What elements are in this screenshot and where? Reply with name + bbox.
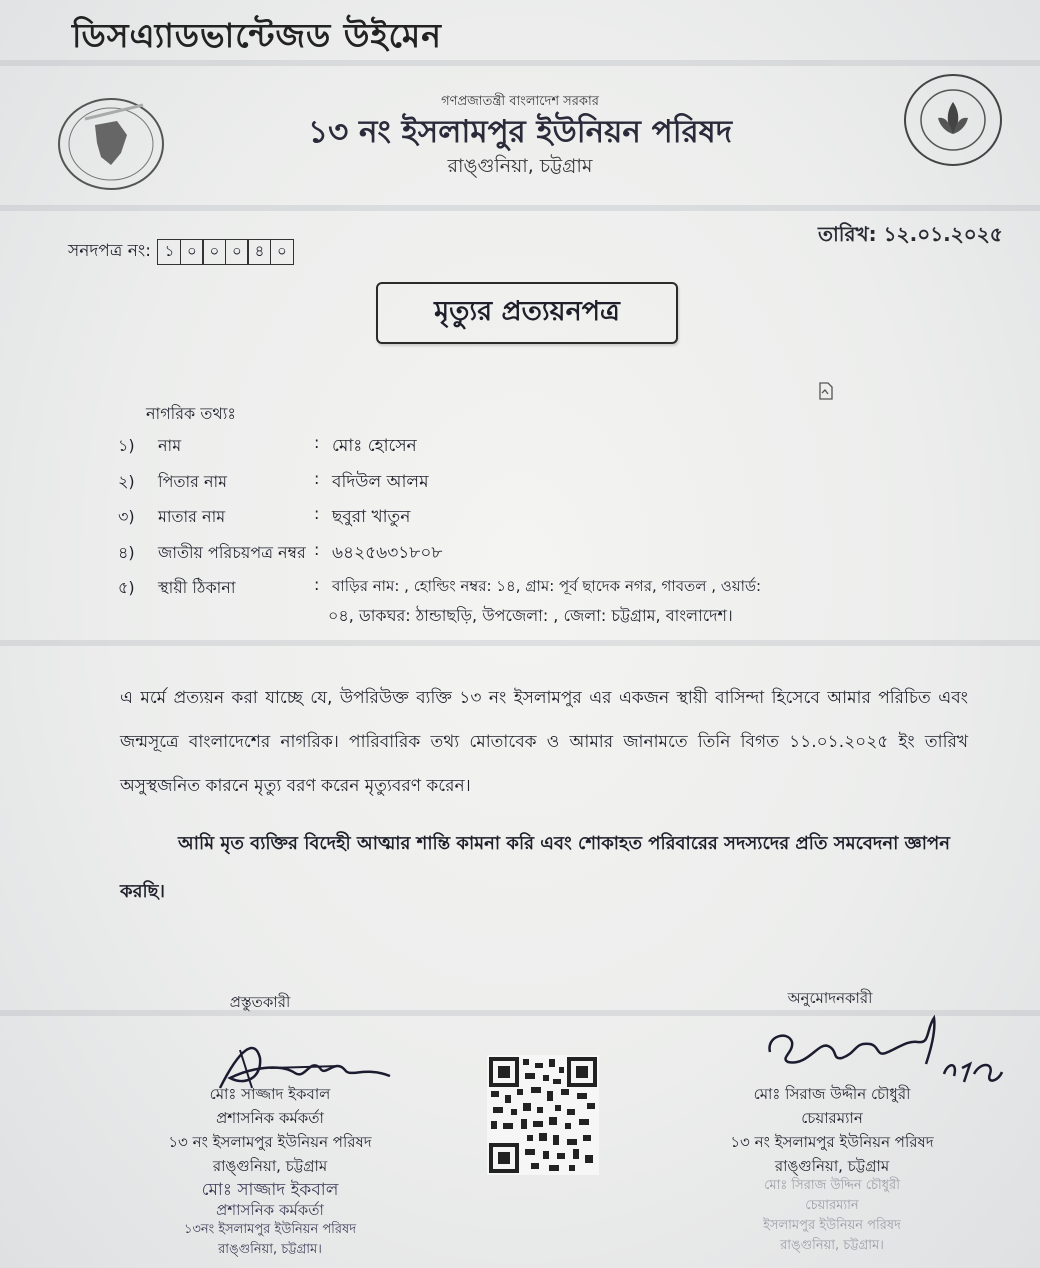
- approver-seal: [712, 1176, 952, 1256]
- council-location: রাঙ্গুনিয়া, চট্টগ্রাম: [447, 155, 593, 177]
- field-label: স্থায়ী ঠিকানা: [158, 578, 236, 597]
- certificate-digit: ১: [157, 239, 181, 265]
- government-name: গণপ্রজাতন্ত্রী বাংলাদেশ সরকার: [441, 94, 599, 109]
- preparer-seal-location: রাঙ্গুনিয়া, চট্টগ্রাম।: [218, 1242, 322, 1257]
- field-label: নাম: [158, 436, 182, 455]
- field-permanent-address: ৫) স্থায়ী ঠিকানা : বাড়ির নাম: , হোল্ডিং নম্বর: ১৪, গ্রাম: পূর্ব ছাদেক নগর, গাবতল , ওয়ার্ড:: [118, 575, 308, 602]
- approver-heading: অনুমোদনকারী: [787, 989, 873, 1007]
- certificate-digit: ০: [202, 239, 226, 265]
- preparer-name: মোঃ সাজ্জাদ ইকবাল: [209, 1085, 331, 1103]
- approver-organization: ১৩ নং ইসলামপুর ইউনিয়ন পরিষদ: [730, 1133, 934, 1151]
- certificate-digit: ০: [270, 239, 294, 265]
- document-icon: [818, 382, 834, 400]
- preparer-designation: প্রশাসনিক কর্মকর্তা: [216, 1109, 324, 1127]
- field-number: ৪): [118, 543, 135, 562]
- preparer-organization: ১৩ নং ইসলামপুর ইউনিয়ন পরিষদ: [168, 1133, 372, 1151]
- field-label: মাতার নাম: [158, 507, 226, 526]
- council-name: ১৩ নং ইসলামপুর ইউনিয়ন পরিষদ: [307, 114, 733, 150]
- preparer-seal: [150, 1180, 390, 1260]
- field-label: পিতার নাম: [158, 472, 228, 491]
- field-value: ৬৪২৫৬৩১৮০৮: [332, 543, 443, 563]
- approver-seal-name: মোঃ সিরাজ উদ্দিন চৌধুরী: [764, 1178, 900, 1193]
- approver-signature-icon: [758, 1012, 1008, 1092]
- field-value: মোঃ হোসেন: [332, 436, 417, 456]
- approver-location: রাঙ্গুনিয়া, চট্টগ্রাম: [774, 1157, 890, 1175]
- preparer-location: রাঙ্গুনিয়া, চট্টগ্রাম: [212, 1157, 328, 1175]
- field-number: ১): [118, 436, 135, 455]
- certificate-number: [68, 238, 294, 266]
- body-paragraph: এ মর্মে প্রত্যয়ন করা যাচ্ছে যে, উপরিউক্ত ব্যক্তি ১৩ নং ইসলামপুর এর একজন স্থায়ী বাসিন্দা হিসেবে আমার পরিচিত এবং জন্মসূত্রে বাংলাদেশের নাগরিক। পারিবারিক তথ্য মোতাবেক ও আমার জানামতে তিনি বিগত ১১.০১.২০২৫ ইং তারিখ অসুস্থজনিত কারনে মৃত্যু বরণ করেন মৃত্যুবরণ করেন।: [120, 688, 968, 796]
- field-value: বদিউল আলম: [332, 472, 429, 492]
- approver-designation: চেয়ারম্যান: [801, 1109, 863, 1127]
- approver-name: মোঃ সিরাজ উদ্দীন চৌধুরী: [753, 1085, 911, 1103]
- preparer-seal-organization: ১৩নং ইসলামপুর ইউনিয়ন পরিষদ: [183, 1222, 357, 1237]
- field-name: ১) নাম : মোঃ হোসেন: [118, 433, 308, 460]
- condolence-paragraph: আমি মৃত ব্যক্তির বিদেহী আত্মার শান্তি কামনা করি এবং শোকাহত পরিবারের সদস্যদের প্রতি সমবেদনা জ্ঞাপন করছি।: [120, 833, 950, 902]
- field-mother-name: ৩) মাতার নাম : ছবুরা খাতুন: [118, 504, 308, 531]
- civilian-info-label: নাগরিক তথ্যঃ: [146, 404, 236, 423]
- issue-date: তারিখ: ১২.০১.২০২৫: [818, 222, 1003, 246]
- preparer-heading: প্রস্তুতকারী: [229, 993, 291, 1011]
- certificate-digit: ০: [225, 239, 249, 265]
- qr-code-icon: [487, 1055, 599, 1175]
- field-father-name: ২) পিতার নাম : বদিউল আলম: [118, 469, 308, 496]
- approver-seal-designation: চেয়ারম্যান: [805, 1198, 859, 1213]
- field-number: ২): [118, 472, 135, 491]
- field-label: জাতীয় পরিচয়পত্র নম্বর: [158, 543, 306, 562]
- field-value: ছবুরা খাতুন: [332, 507, 411, 527]
- field-value: বাড়ির নাম: , হোল্ডিং নম্বর: ১৪, গ্রাম: পূর্ব ছাদেক নগর, গাবতল , ওয়ার্ড:: [332, 577, 762, 595]
- preparer-seal-name: মোঃ সাজ্জাদ ইকবাল: [201, 1180, 339, 1200]
- field-number: ৫): [118, 578, 135, 597]
- field-number: ৩): [118, 507, 135, 526]
- approver-seal-location: রাঙ্গুনিয়া, চট্টগ্রাম।: [780, 1238, 884, 1253]
- certificate-digit: ৪: [247, 239, 271, 265]
- address-line-2: ০৪, ডাকঘর: ঠান্ডাছড়ি, উপজেলা: , জেলা: চট্টগ্রাম, বাংলাদেশ।: [328, 606, 733, 625]
- preparer-seal-designation: প্রশাসনিক কর্মকর্তা: [216, 1201, 324, 1219]
- top-stamp-text: ডিসএ্যাডভান্টেজড উইমেন: [72, 16, 442, 55]
- certificate-title: মৃত্যুর প্রত্যয়নপত্র: [376, 282, 678, 344]
- field-national-id: ৪) জাতীয় পরিচয়পত্র নম্বর : ৬৪২৫৬৩১৮০৮: [118, 540, 308, 567]
- certificate-digit: ০: [180, 239, 204, 265]
- certificate-number-label: সনদপত্র নং:: [68, 241, 151, 261]
- approver-seal-organization: ইসলামপুর ইউনিয়ন পরিষদ: [763, 1218, 901, 1233]
